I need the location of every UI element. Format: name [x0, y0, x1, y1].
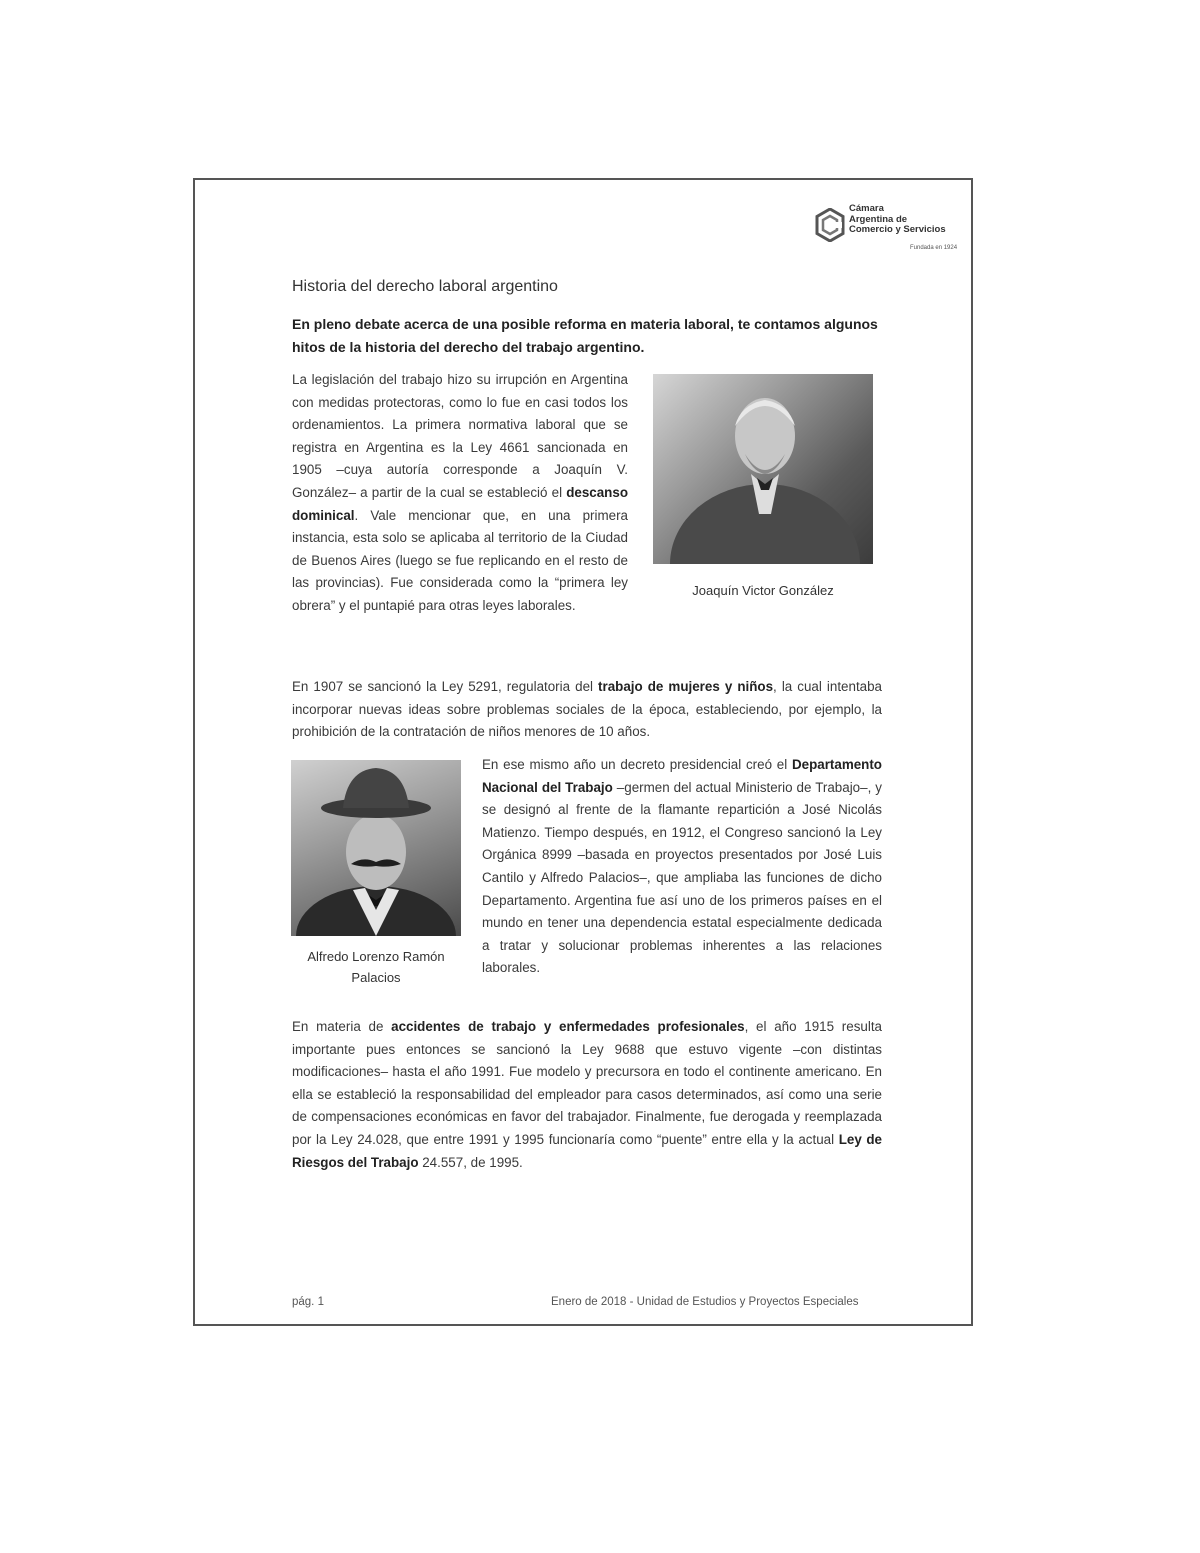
intro-paragraph: En pleno debate acerca de una posible reforma en materia laboral, te contamos algunos hitos de la historia del derecho del trabajo argentino. [292, 316, 878, 355]
logo-subtitle: Fundada en 1924 [910, 245, 958, 251]
footer-text: Enero de 2018 - Unidad de Estudios y Proyectos Especiales [551, 1296, 859, 1308]
portrait-joaquin-gonzalez [653, 374, 873, 564]
document-page [193, 178, 973, 1326]
page-number: pág. 1 [292, 1296, 324, 1308]
paragraph-1: La legislación del trabajo hizo su irrupción en Argentina con medidas protectoras, como lo fue en casi todos los ordenamientos. La primera normativa laboral que se registra en Argentina es la Ley 4661 sancionada en 1905 –cuya autoría corresponde a Joaquín V. González– a partir de la cual se estableció el descanso dominical. Vale mencionar que, en una primera instancia, esta solo se aplicaba al territorio de la Ciudad de Buenos Aires (luego se fue replicando en el resto de las provincias). Fue considerada como la “primera ley obrera” y el puntapié para otras leyes laborales. [292, 372, 628, 613]
caption-alfredo-palacios: Alfredo Lorenzo Ramón Palacios [307, 949, 445, 985]
logo-text: Cámara Argentina de Comercio y Servicios [849, 203, 946, 235]
paragraph-3: En ese mismo año un decreto presidencial creó el Departamento Nacional del Trabajo –germen del actual Ministerio de Trabajo–, y se designó al frente de la flamante repartición a José Nicolás Matienzo. Tiempo después, en 1912, el Congreso sancionó la Ley Orgánica 8999 –basada en proyectos presentados por José Luis Cantilo y Alfredo Palacios–, que ampliaba las funciones de dicho Departamento. Argentina fue así uno de los primeros países en el mundo en tener una dependencia estatal especialmente dedicada a tratar y solucionar problemas inherentes a las relaciones laborales. [482, 757, 882, 976]
portrait-alfredo-palacios [291, 760, 461, 936]
paragraph-4: En materia de accidentes de trabajo y enfermedades profesionales, el año 1915 resulta importante pues entonces se sancionó la Ley 9688 que estuvo vigente –con distintas modificaciones– hasta el año 1991. Fue modelo y precursora en todo el continente americano. En ella se estableció la responsabilidad del empleador para casos determinados, así como una serie de compensaciones económicas en favor del trabajador. Finalmente, fue derogada y reemplazada por la Ley 24.028, que entre 1991 y 1995 funcionaría como “puente” entre ella y la actual Ley de Riesgos del Trabajo 24.557, de 1995. [292, 1019, 883, 1170]
logo [815, 202, 965, 262]
page-title: Historia del derecho laboral argentino [292, 278, 558, 295]
caption-joaquin-gonzalez: Joaquín Victor González [692, 583, 834, 598]
paragraph-2: En 1907 se sancionó la Ley 5291, regulatoria del trabajo de mujeres y niños, la cual intentaba incorporar nuevas ideas sobre problemas sociales de la época, estableciendo, por ejemplo, la prohibición de la contratación de niños menores de 10 años. [292, 679, 883, 740]
chamber-logo-icon [815, 208, 845, 242]
